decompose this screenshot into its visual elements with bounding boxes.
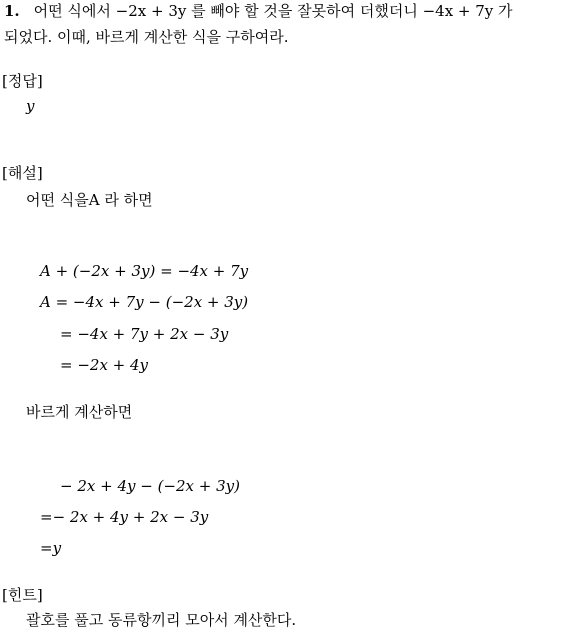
equation-step-7: =y — [40, 539, 62, 557]
explanation-intro: 어떤 식을A 라 하면 — [26, 191, 153, 209]
problem-line-1 — [4, 0, 513, 21]
answer-value: y — [26, 97, 35, 115]
equation-step-3: = −4x + 7y + 2x − 3y — [60, 325, 229, 343]
equation-step-2: A = −4x + 7y − (−2x + 3y) — [40, 293, 249, 311]
explanation-middle: 바르게 계산하면 — [26, 403, 133, 421]
equation-step-4: = −2x + 4y — [60, 356, 149, 374]
equation-step-1: A + (−2x + 3y) = −4x + 7y — [40, 262, 249, 280]
explanation-label: [해설] — [2, 164, 43, 182]
equation-step-6: =− 2x + 4y + 2x − 3y — [40, 508, 209, 526]
hint-text: 괄호를 풀고 동류항끼리 모아서 계산한다. — [26, 611, 297, 629]
problem-number: 1. — [4, 2, 20, 20]
problem-line-2: 되었다. 이때, 바르게 계산한 식을 구하여라. — [4, 28, 289, 46]
answer-label: [정답] — [2, 72, 43, 90]
hint-label: [힌트] — [2, 586, 43, 604]
problem-text-1: 어떤 식에서 −2x + 3y 를 빼야 할 것을 잘못하여 더했더니 −4x + 7y 가 — [33, 2, 513, 20]
equation-step-5: − 2x + 4y − (−2x + 3y) — [60, 477, 240, 495]
